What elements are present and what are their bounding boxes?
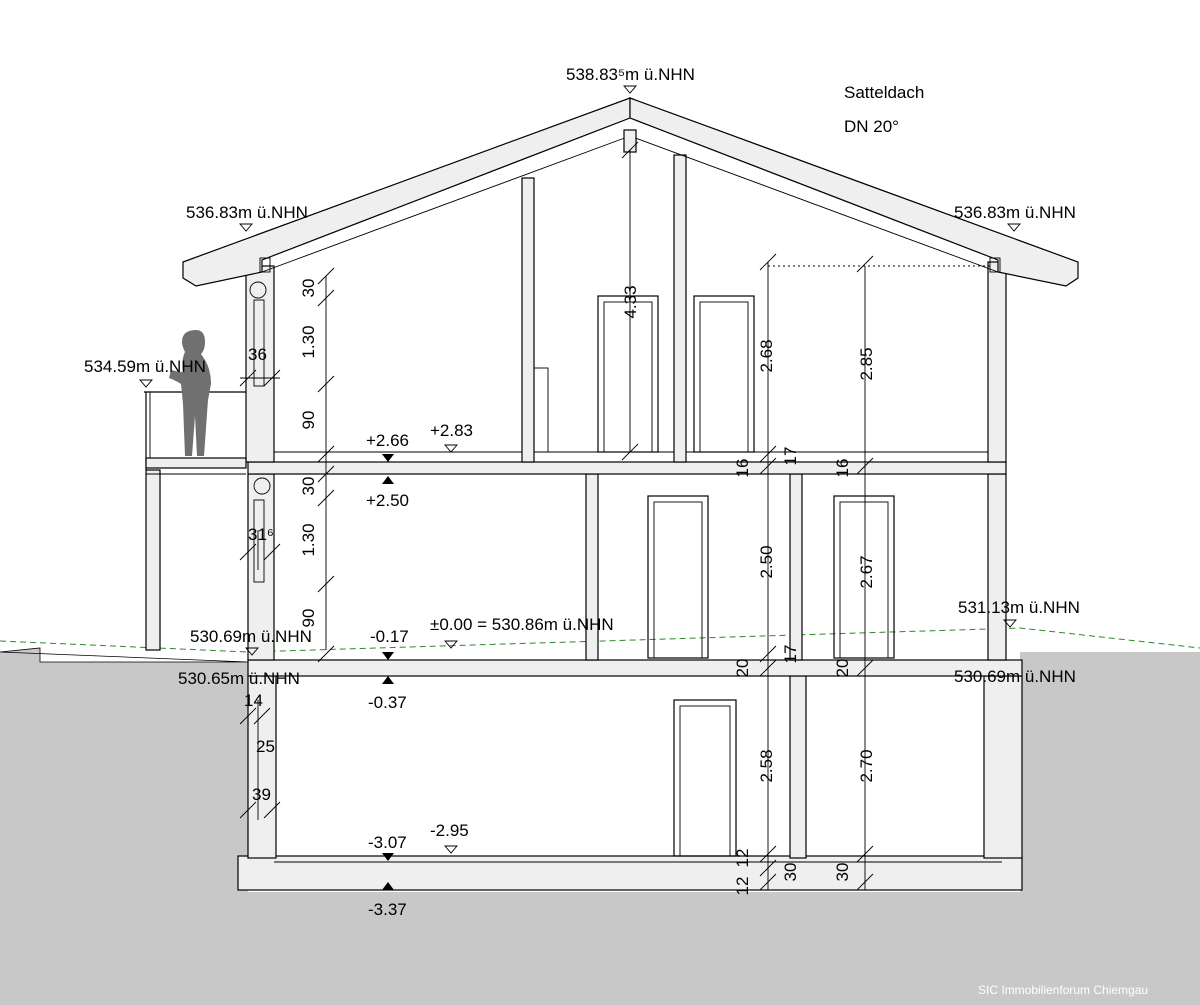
dim-36: 36 [248, 345, 267, 364]
ground-floor-slab [248, 660, 1022, 676]
level-marker-283 [445, 445, 457, 452]
dim-25: 25 [256, 737, 275, 756]
elevation-eave-left: 536.83m ü.NHN [186, 203, 308, 222]
level-marker-eave-right [1008, 224, 1020, 231]
roof-pitch: DN 20° [844, 117, 899, 136]
gf-wall-mid-2 [790, 474, 802, 660]
dim-30c: 30 [781, 862, 800, 882]
dim-285: 2.85 [857, 347, 876, 381]
dim-90b: 90 [299, 608, 318, 628]
level-marker-eave-left [240, 224, 252, 231]
dim-12b: 12 [733, 876, 752, 896]
balcony-slab [146, 458, 246, 468]
basement-slab [238, 856, 1022, 890]
basement-wall-mid [790, 676, 806, 858]
dim-14: 14 [244, 691, 263, 710]
uf-wall-right [988, 262, 1006, 462]
level-marker-m017 [382, 652, 394, 660]
dim-270: 2.70 [857, 749, 876, 783]
gf-door-1 [648, 496, 708, 658]
roof-left [183, 98, 630, 286]
dim-250: 2.50 [757, 545, 776, 579]
level-m037: -0.37 [368, 693, 407, 712]
level-m307: -3.07 [368, 833, 407, 852]
dim-16a: 16 [733, 458, 752, 478]
dim-30a: 30 [299, 278, 318, 298]
level-marker-m295 [445, 846, 457, 853]
dim-268: 2.68 [757, 339, 776, 373]
dim-130a: 1.30 [299, 325, 318, 359]
level-marker-250 [382, 476, 394, 484]
dim-433: 4.33 [621, 285, 640, 319]
dimension-ticks [240, 142, 873, 890]
uf-wall-left [246, 266, 274, 462]
elevation-eave-right: 536.83m ü.NHN [954, 203, 1076, 222]
level-m017: -0.17 [370, 627, 409, 646]
dim-20b: 20 [833, 658, 852, 678]
dim-12a: 12 [733, 848, 752, 868]
zero-reference: ±0.00 = 530.86m ü.NHN [430, 615, 614, 634]
person-silhouette [169, 330, 211, 456]
uf-door-2 [694, 296, 754, 452]
level-m295: -2.95 [430, 821, 469, 840]
elevation-ridge: 538.83⁵m ü.NHN [566, 65, 695, 84]
elevation-terrain-left-top: 530.69m ü.NHN [190, 627, 312, 646]
level-marker-balcony [140, 380, 152, 387]
dim-267: 2.67 [857, 555, 876, 589]
dim-39: 39 [252, 785, 271, 804]
balcony-post [146, 470, 160, 650]
upper-floor-slab [248, 462, 1006, 474]
dim-258: 2.58 [757, 749, 776, 783]
ridge-post [624, 130, 636, 152]
roof-type: Satteldach [844, 83, 925, 102]
dim-16b: 16 [833, 458, 852, 478]
dim-20a: 20 [733, 658, 752, 678]
uf-wall-mid-1 [522, 178, 534, 462]
level-marker-zero [445, 641, 457, 648]
basement-door [674, 700, 736, 856]
dim-130b: 1.30 [299, 523, 318, 557]
elevation-terrain-right-top: 531.13m ü.NHN [958, 598, 1080, 617]
dim-30d: 30 [833, 862, 852, 882]
dim-30b: 30 [299, 476, 318, 496]
dim-17a: 17 [781, 446, 800, 466]
level-m337: -3.37 [368, 900, 407, 919]
gf-wall-right [988, 474, 1006, 660]
level-marker-m037 [382, 676, 394, 684]
elevation-terrain-right-bottom: 530.69m ü.NHN [954, 667, 1076, 686]
basement-wall-right [984, 676, 1022, 858]
credit-watermark: SIC Immobilienforum Chiemgau [978, 983, 1149, 997]
level-250: +2.50 [366, 491, 410, 510]
dim-316: 31⁶ [248, 525, 274, 544]
dim-17b: 17 [781, 644, 800, 664]
elevation-terrain-left-bottom: 530.65m ü.NHN [178, 669, 300, 688]
level-283: +2.83 [430, 421, 474, 440]
elevation-balcony: 534.59m ü.NHN [84, 357, 206, 376]
dim-90a: 90 [299, 410, 318, 430]
uf-wall-mid-2 [674, 155, 686, 462]
level-266: +2.66 [366, 431, 410, 450]
level-marker-266 [382, 454, 394, 462]
level-marker-ridge [624, 86, 636, 93]
